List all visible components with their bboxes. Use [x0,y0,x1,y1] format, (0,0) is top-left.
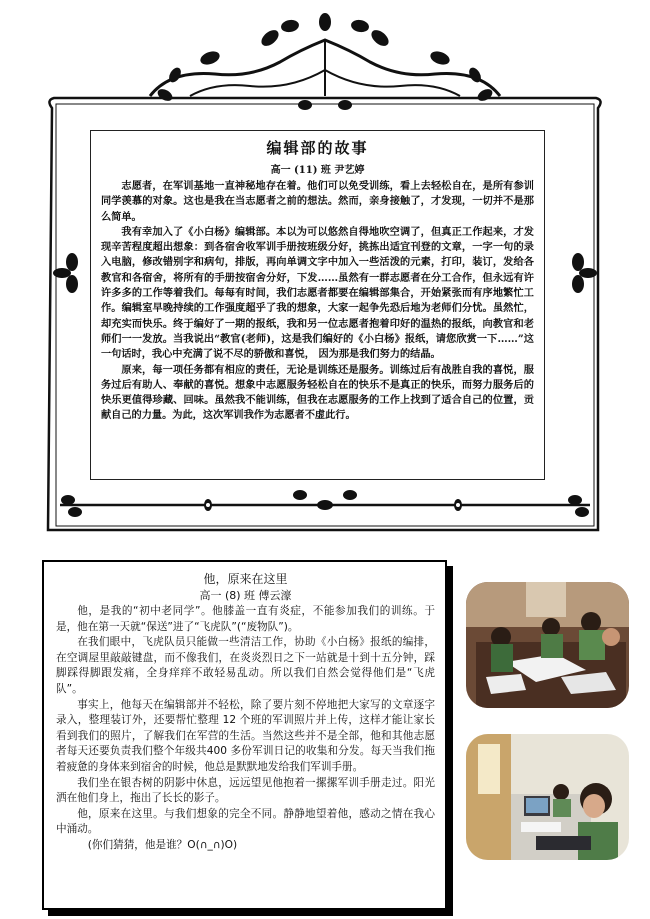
article2-paragraph: 事实上，他每天在编辑部并不轻松，除了要片刻不停地把大家写的文章逐字录入，整理装订外，还要帮忙整理 12 个班的军训照片并上传，这样才能让家长看到我们的照片，了解我们在军营的生活。当然这些并不是全部，他和其他志愿者每天还要负责我们整个年级共400 多份军训日记的收集和分发。每天当我们拖着疲惫的身体来到宿舍的时候，他总是默默地发给我们军训手册。 [56,698,435,773]
article1-paragraph: 我有幸加入了《小白杨》编辑部。本以为可以悠然自得地吹空调了，但真正工作起来，才发现辛苦程度超出想象：到各宿舍收军训手册按班级分好，挑拣出适宜刊登的文章，一字一句的录入电脑，修改错别字和病句，排版，再向单调文字中加入一些活泼的元素，打印，装订，发给各教官和各宿舍，将所有的手册按宿舍分好，下发……虽然有一群志愿者在分工合作，但永远有许许多多的工作等着我们。每每有时间，我们志愿者都要在编辑部集合，开始紧张而有序地繁忙工作。编辑室早晚持续的工作强度超乎了我的想象，大家一起争先恐后地为老师们分忧。虽然忙，却充实而快乐。终于编好了一期的报纸，我和另一位志愿者抱着印好的温热的报纸，向教官和老师们一一发放。当我说出“教官(老师)，这是我们编好的《小白杨》报纸，请您欣赏一下……”这一句话时，我心中充满了说不尽的骄傲和喜悦， 因为那是我们努力的结晶。 [101,225,534,361]
article2-paragraph: 在我们眼中，飞虎队员只能做一些清洁工作，协助《小白杨》报纸的编排，在空调屋里敲敲键盘，而不像我们，在炎炎烈日之下一站就是十到十五分钟，踩脚踩得脚跟发痛，全身痒痒不敢轻易乱动。所以我们自然会觉得他们是“飞虎队”。 [56,636,435,695]
article-editorial-story [90,130,545,480]
photo-student-at-computer [466,734,629,860]
article1-paragraph: 志愿者，在军训基地一直神秘地存在着。他们可以免受训练，看上去轻松自在，是所有参训同学羡慕的对象。这也是我在当志愿者之前的想法。然而，亲身接触了，才发现，一切并不是那么简单。 [101,180,534,223]
article2-paragraph: 他，原来在这里。与我们想象的完全不同。静静地望着他，感动之情在我心中涌动。 [56,807,435,836]
article-he-was-here [42,560,447,910]
article2-closing-note: (你们猜猜，他是谁？O(∩_∩)O) [87,838,238,851]
article2-paragraph: 他，是我的“初中老同学”。他膝盖一直有炎症，不能参加我们的训练。于是，他在第一天就“保送”进了“飞虎队”(“废物队”)。 [56,605,435,633]
article2-byline: 高一 (8) 班 傅云濠 [199,589,292,602]
article1-byline: 高一 (11) 班 尹艺婷 [270,165,365,176]
article1-paragraph: 原来，每一项任务都有相应的责任，无论是训练还是服务。训练过后有战胜自我的喜悦，服务过后有助人、奉献的喜悦。想象中志愿服务轻松自在的快乐不是真正的快乐，而努力服务后的快乐更值得珍藏、回味。虽然我不能训练，但我在志愿服务的工作上找到了适合自己的位置，贡献自己的力量。为此，这次军训我作为志愿者不虚此行。 [101,363,534,422]
photo-students-sorting-papers [466,582,629,708]
article2-title: 他，原来在这里 [203,572,288,586]
article1-title: 编辑部的故事 [266,139,369,157]
article2-paragraph: 我们坐在银杏树的阴影中休息，远远望见他抱着一摞摞军训手册走过。阳光洒在他们身上，拖出了长长的影子。 [56,776,435,805]
